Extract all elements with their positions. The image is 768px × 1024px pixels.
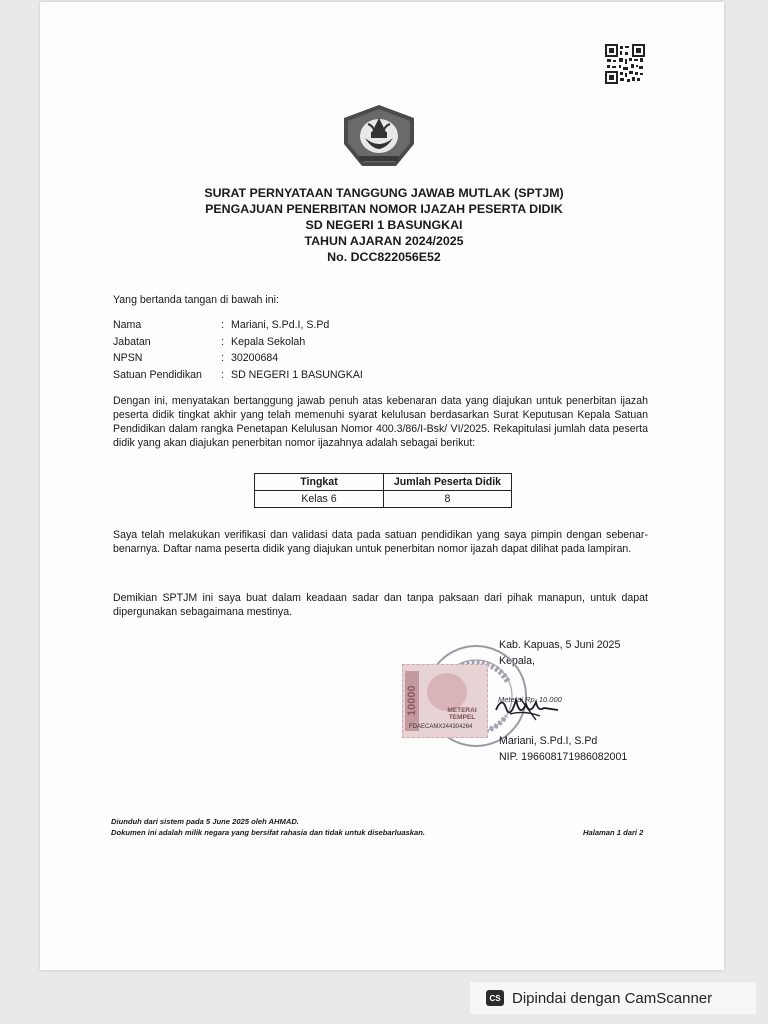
signer-nip: NIP. 196608171986082001 xyxy=(499,751,628,763)
identity-row-nama xyxy=(113,318,413,335)
stamp-value: 10000 xyxy=(406,685,418,717)
identity-value: 30200684 xyxy=(231,352,279,364)
stamp-label: METERAI TEMPEL xyxy=(447,707,477,721)
footer-download-note: Diunduh dari sistem pada 5 June 2025 oleh AHMAD. xyxy=(111,817,299,826)
student-count-table xyxy=(254,473,512,508)
identity-label: Satuan Pendidikan xyxy=(113,368,202,381)
verification-paragraph: Saya telah melakukan verifikasi dan validasi data pada satuan pendidikan yang saya pimpin dengan sebenar-benarnya. Daftar nama peserta didik yang diajukan untuk penerbitan nomor ijazah dapat dilihat pada lampiran. xyxy=(113,529,648,555)
table-header-row xyxy=(255,474,512,491)
page-number: Halaman 1 dari 2 xyxy=(583,828,644,837)
identity-value: Mariani, S.Pd.I, S.Pd xyxy=(231,319,330,331)
statement-paragraph: Dengan ini, menyatakan bertanggung jawab penuh atas kebenaran data yang diajukan untuk penerbitan ijazah peserta didik tingkat akhir yang telah memenuhi syarat kelulusan berdasarkan Surat Keputusan Kepala Satuan Pendidikan dalam rangka Penetapan Kelulusan Nomor 400.3/86/I-Bsk/ VI/2025. Rekapitulasi jumlah data peserta didik yang akan diajukan penerbitan nomor ijazahnya adalah sebagai berikut: xyxy=(113,395,648,449)
school-name-heading: SD NEGERI 1 BASUNGKAI xyxy=(305,218,463,232)
table-header-cell: Jumlah Peserta Didik xyxy=(384,474,512,491)
title-line: SURAT PERNYATAAN TANGGUNG JAWAB MUTLAK (SPTJM) xyxy=(204,186,564,200)
stamp-emblem xyxy=(427,673,467,711)
identity-separator: : xyxy=(221,319,224,331)
identity-value: SD NEGERI 1 BASUNGKAI xyxy=(231,368,363,381)
tut-wuri-handayani-logo xyxy=(341,104,417,172)
document-title xyxy=(124,185,644,265)
identity-row-jabatan xyxy=(113,335,413,352)
intro-text: Yang bertanda tangan di bawah ini: xyxy=(113,294,279,306)
signer-name: Mariani, S.Pd.I, S.Pd xyxy=(499,735,598,747)
place-date: Kab. Kapuas, 5 Juni 2025 xyxy=(499,639,621,651)
stamp-code: FDAECAMX244304264 xyxy=(409,724,473,730)
handwritten-signature xyxy=(490,690,565,730)
academic-year-heading: TAHUN AJARAN 2024/2025 xyxy=(304,234,464,248)
table-cell: 8 xyxy=(384,491,512,508)
qr-code-icon xyxy=(605,44,645,84)
closing-paragraph: Demikian SPTJM ini saya buat dalam keadaan sadar dan tanpa paksaan dari pihak manapun, untuk dapat dipergunakan sebagaimana mestinya. xyxy=(113,592,648,618)
document-page xyxy=(40,2,724,970)
table-cell: Kelas 6 xyxy=(255,491,384,508)
identity-value: Kepala Sekolah xyxy=(231,335,306,348)
document-number: No. DCC822056E52 xyxy=(327,250,441,264)
stamp-caption: Meterai Rp. 10.000 xyxy=(498,695,562,704)
identity-row-npsn xyxy=(113,351,413,368)
camscanner-text: Dipindai dengan CamScanner xyxy=(512,989,713,1007)
identity-label: Nama xyxy=(113,319,142,331)
identity-block xyxy=(113,318,413,384)
identity-label: Jabatan xyxy=(113,335,151,348)
camscanner-icon: CS xyxy=(486,990,504,1006)
identity-row-satuan-pendidikan xyxy=(113,368,413,385)
signer-role: Kepala, xyxy=(499,655,535,667)
camscanner-watermark xyxy=(470,982,756,1014)
identity-separator: : xyxy=(221,368,224,381)
identity-label: NPSN xyxy=(113,352,143,364)
footer-confidential-note: Dokumen ini adalah milik negara yang bersifat rahasia dan tidak untuk disebarluaskan. xyxy=(111,828,425,837)
table-row xyxy=(255,491,512,508)
title-line: PENGAJUAN PENERBITAN NOMOR IJAZAH PESERTA DIDIK xyxy=(205,202,563,216)
identity-separator: : xyxy=(221,352,224,364)
revenue-stamp xyxy=(402,664,488,738)
identity-separator: : xyxy=(221,335,224,348)
table-header-cell: Tingkat xyxy=(255,474,384,491)
